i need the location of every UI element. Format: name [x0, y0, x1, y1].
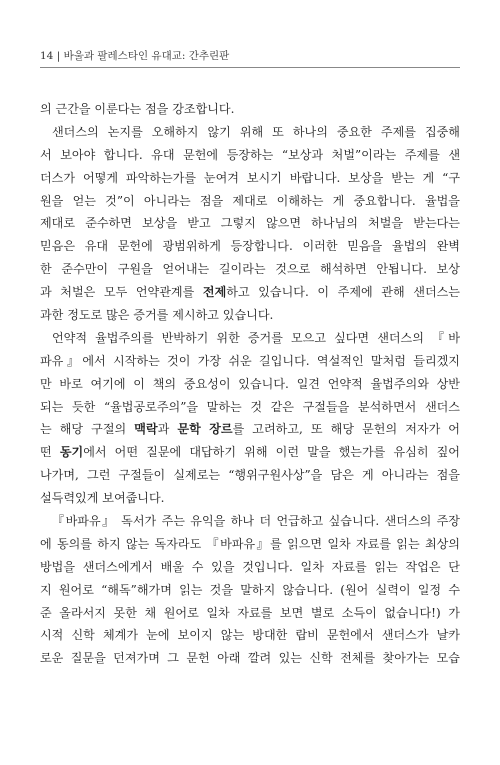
- text-line: [40, 121, 460, 144]
- text-line: [40, 441, 460, 464]
- line-segment: 되는 듯한 “율법공로주의”을 말하는 것 같은 구절들을 분석하면서 샌더스: [40, 399, 460, 414]
- line-segment: 샌더스의 논지를 오해하지 않기 위해 또 하나의 중요한 주제를 집중해: [52, 124, 460, 139]
- emphasis-text: 동기: [59, 445, 84, 460]
- line-segment: 지 원어로 “해독”해가며 읽는 것을 말하지 않습니다. (원어 실력이 일정 수: [40, 582, 460, 597]
- header-separator: |: [56, 50, 61, 62]
- header-rule: [40, 67, 460, 68]
- emphasis-text: 문학 장르: [177, 422, 233, 437]
- text-line: [40, 281, 460, 304]
- line-segment: 더스가 어떻게 파악하는가를 눈여겨 보시기 바랍니다. 보상을 받는 게 “구: [40, 170, 460, 185]
- text-line: [40, 235, 460, 258]
- text-line: [40, 167, 460, 190]
- line-segment: 의 근간을 이룬다는 점을 강조합니다.: [40, 102, 235, 116]
- text-line: [40, 304, 460, 327]
- text-line: [40, 327, 460, 350]
- book-title: 바울과 팔레스타인 유대교: 간추린판: [63, 50, 230, 62]
- text-line: [40, 373, 460, 396]
- line-segment: 원을 얻는 것”이 아니라는 점을 제대로 이해하는 게 중요합니다. 율법을: [40, 193, 460, 208]
- line-segment: 『바파유』 독서가 주는 유익을 하나 더 언급하고 싶습니다. 샌더스의 주장: [52, 514, 460, 529]
- line-segment: 하고 있습니다. 이 주제에 관해 샌더스는: [226, 285, 460, 300]
- line-segment: 나가며, 그런 구절들이 실제로는 “행위구원사상”을 담은 게 아니라는 점을: [40, 468, 460, 483]
- line-segment: 서 보아야 합니다. 유대 문헌에 등장하는 “보상과 처벌”이라는 주제를 샌: [40, 147, 460, 162]
- line-segment: 준 올라서지 못한 채 원어로 일차 자료를 보면 별로 소득이 없습니다!) 가: [40, 605, 460, 620]
- text-line: [40, 624, 460, 647]
- text-line: [40, 212, 460, 235]
- line-segment: 언약적 율법주의를 반박하기 위한 증거를 모으고 싶다면 샌더스의 『바: [52, 330, 460, 345]
- line-segment: 방법을 샌더스에게서 배울 수 있을 것입니다. 일차 자료를 읽는 작업은 단: [40, 559, 460, 574]
- line-segment: 믿음은 유대 문헌에 광범위하게 등장합니다. 이러한 믿음을 율법의 완벽: [40, 239, 460, 254]
- line-segment: 로운 질문을 던져가며 그 문헌 아래 깔려 있는 신학 전체를 찾아가는 모습: [40, 651, 460, 666]
- text-line: [40, 533, 460, 556]
- text-line: [40, 258, 460, 281]
- line-segment: 파유』에서 시작하는 것이 가장 쉬운 길입니다. 역설적인 말처럼 들리겠지: [40, 353, 460, 368]
- text-line: [40, 464, 460, 487]
- text-line: [40, 647, 460, 670]
- body-text: [40, 98, 460, 670]
- line-segment: 시적 신학 체계가 눈에 보이지 않는 방대한 랍비 문헌에서 샌더스가 날카: [40, 628, 460, 643]
- text-line: [40, 602, 460, 625]
- line-segment: 에서 어떤 질문에 대답하기 위해 이런 말을 했는가를 유심히 짚어: [83, 445, 460, 460]
- text-line: [40, 510, 460, 533]
- text-line: [40, 418, 460, 441]
- line-segment: 한 준수만이 구원을 얻어내는 길이라는 것으로 해석하면 안됩니다. 보상: [40, 262, 460, 277]
- emphasis-text: 맥락: [134, 422, 158, 437]
- line-segment: 를 고려하고, 또 해당 문헌의 저자가 어: [232, 422, 460, 437]
- text-line: [40, 350, 460, 373]
- line-segment: 만 바로 여기에 이 책의 중요성이 있습니다. 일견 언약적 율법주의와 상반: [40, 376, 460, 391]
- line-segment: 떤: [40, 445, 60, 460]
- line-segment: 과한 정도로 많은 증거를 제시하고 있습니다.: [40, 308, 274, 323]
- line-segment: 설득력있게 보여줍니다.: [40, 491, 165, 506]
- text-line: [40, 579, 460, 602]
- line-segment: 과 처벌은 모두 언약관계를: [40, 285, 203, 300]
- text-line: [40, 396, 460, 419]
- text-line: [40, 144, 460, 167]
- emphasis-text: 전제: [202, 285, 227, 300]
- line-segment: 는 해당 구절의: [40, 422, 135, 437]
- text-line: [40, 556, 460, 579]
- page-number: 14: [40, 50, 54, 62]
- line-segment: 에 동의를 하지 않는 독자라도 『바파유』를 읽으면 일차 자료를 읽는 최상의: [40, 536, 460, 551]
- line-segment: 과: [157, 422, 178, 437]
- running-head: [40, 48, 229, 63]
- text-line: [40, 98, 460, 121]
- line-segment: 제대로 준수하면 보상을 받고 그렇지 않으면 하나님의 처벌을 받는다는: [40, 216, 460, 231]
- text-line: [40, 190, 460, 213]
- text-line: [40, 487, 460, 510]
